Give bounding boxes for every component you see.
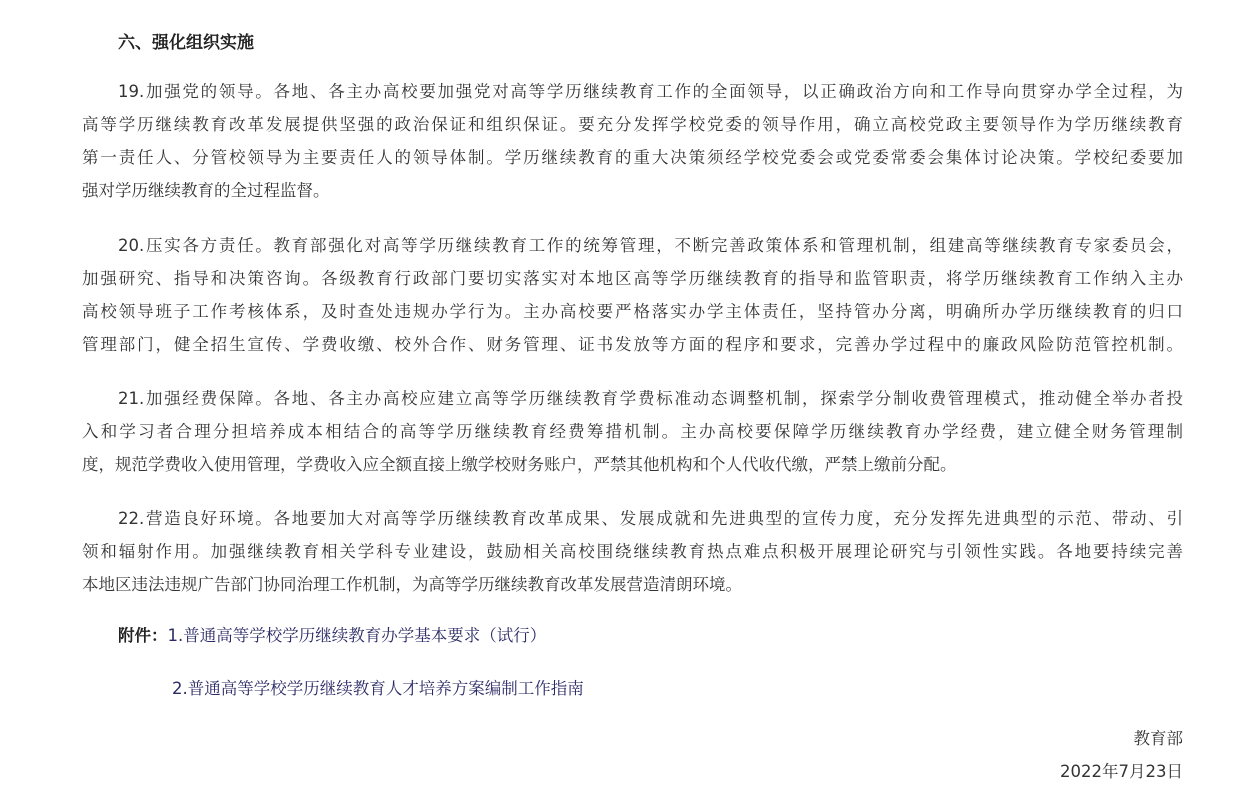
paragraph-22 xyxy=(82,502,1183,601)
attachment-link[interactable]: 1.普通高等学校学历继续教育办学基本要求（试行） xyxy=(167,626,547,645)
section-heading: 六、强化组织实施 xyxy=(118,33,254,53)
text-line: 入和学习者合理分担培养成本相结合的高等学历继续教育经费筹措机制。主办高校要保障学历继续教育办学经费，建立健全财务管理制 xyxy=(82,422,1183,441)
text-line: 19.加强党的领导。各地、各主办高校要加强党对高等学历继续教育工作的全面领导，以正确政治方向和工作导向贯穿办学全过程，为 xyxy=(118,82,1183,101)
attachment-row-2 xyxy=(172,677,584,701)
text-line: 管理部门，健全招生宣传、学费收缴、校外合作、财务管理、证书发放等方面的程序和要求，完善办学过程中的廉政风险防范管控机制。 xyxy=(82,335,1183,354)
paragraph-21 xyxy=(82,382,1183,481)
text-line: 加强研究、指导和决策咨询。各级教育行政部门要切实落实对本地区高等学历继续教育的指导和监管职责，将学历继续教育工作纳入主办 xyxy=(82,269,1183,288)
text-line: 高等学历继续教育改革发展提供坚强的政治保证和组织保证。要充分发挥学校党委的领导作用，确立高校党政主要领导作为学历继续教育 xyxy=(82,115,1183,134)
issuer: 教育部 xyxy=(1133,729,1183,748)
text-line: 21.加强经费保障。各地、各主办高校应建立高等学历继续教育学费标准动态调整机制，探索学分制收费管理模式，推动健全举办者投 xyxy=(118,389,1183,408)
text-line: 22.营造良好环境。各地要加大对高等学历继续教育改革成果、发展成就和先进典型的宣传力度，充分发挥先进典型的示范、带动、引 xyxy=(118,509,1183,528)
text-line: 20.压实各方责任。教育部强化对高等学历继续教育工作的统筹管理，不断完善政策体系和管理机制，组建高等继续教育专家委员会， xyxy=(118,236,1183,255)
text-line: 领和辐射作用。加强继续教育相关学科专业建设，鼓励相关高校围绕继续教育热点难点积极开展理论研究与引领性实践。各地要持续完善 xyxy=(82,542,1183,561)
text-line: 强对学历继续教育的全过程监督。 xyxy=(82,181,330,200)
issue-date: 2022年7月23日 xyxy=(1060,762,1183,781)
attachment-link[interactable]: 2.普通高等学校学历继续教育人才培养方案编制工作指南 xyxy=(172,679,584,698)
text-line: 高校领导班子工作考核体系，及时查处违规办学行为。主办高校要严格落实办学主体责任，坚持管办分离，明确所办学历继续教育的归口 xyxy=(82,302,1183,321)
paragraph-20 xyxy=(82,229,1183,361)
text-line: 第一责任人、分管校领导为主要责任人的领导体制。学历继续教育的重大决策须经学校党委会或党委常委会集体讨论决策。学校纪委要加 xyxy=(82,148,1183,167)
attachment-row-1 xyxy=(118,624,546,648)
attachment-label: 附件： xyxy=(118,626,168,645)
paragraph-19 xyxy=(82,75,1183,207)
text-line: 本地区违法违规广告部门协同治理工作机制，为高等学历继续教育改革发展营造清朗环境。 xyxy=(82,575,742,594)
text-line: 度，规范学费收入使用管理，学费收入应全额直接上缴学校财务账户，严禁其他机构和个人代收代缴，严禁上缴前分配。 xyxy=(82,455,957,474)
